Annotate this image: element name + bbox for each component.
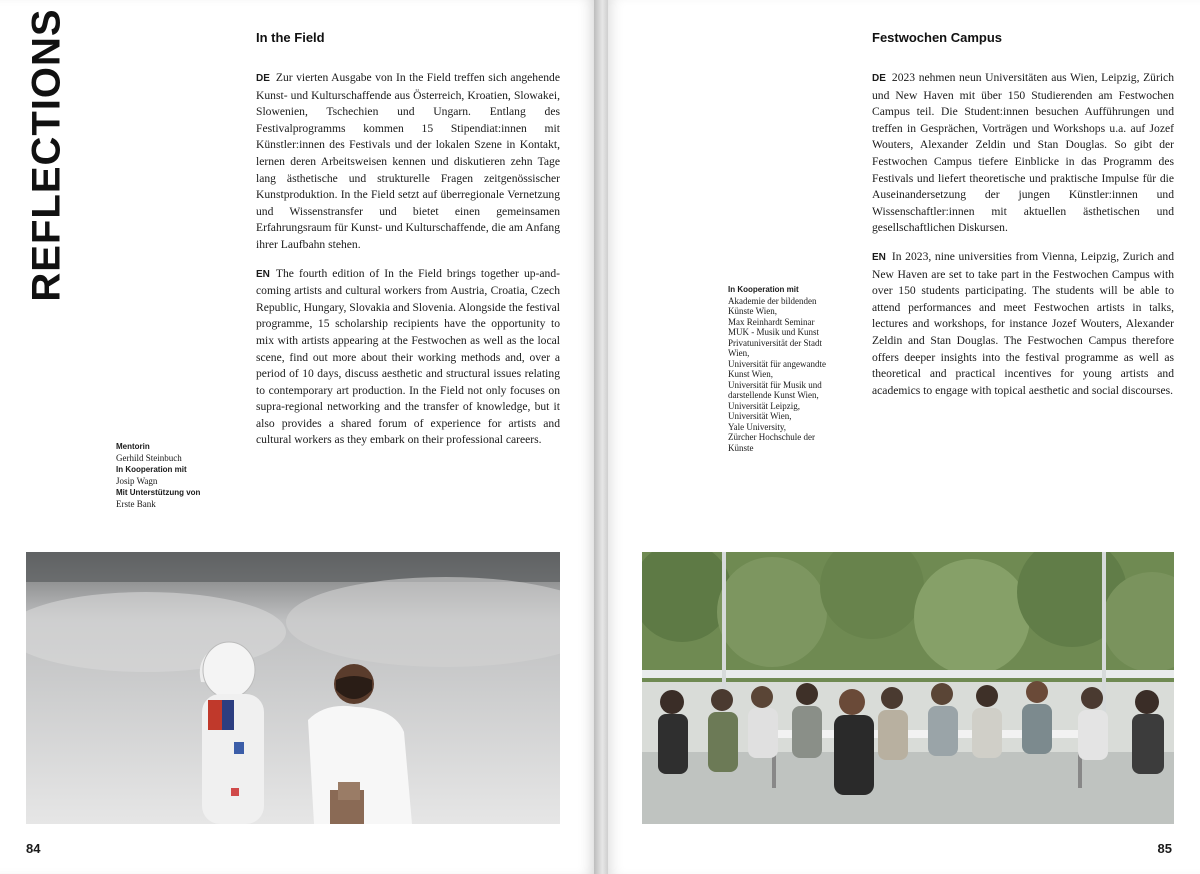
photo-astronaut-illustration	[26, 552, 560, 824]
photo-astronaut-scene	[26, 552, 560, 824]
credit-line: Universität für Musik und	[728, 379, 822, 390]
heading-in-the-field: In the Field	[256, 30, 325, 45]
credits-festwochen-campus: In Kooperation mit Akademie der bildenden Künste Wien, Max Reinhardt Seminar MUK - Musik und Kunst Privatuniversität der Stadt Wien, Universität für angewandte Kunst Wien, Universität für Musik und darstellende Kunst Wien, Universität Leipzig, Universität Wien, Yale University, Zürcher Hochschule der Künste	[728, 285, 846, 453]
campus-body	[872, 70, 1174, 411]
credit-line: Akademie der bildenden	[728, 295, 817, 306]
credit-line: Universität Wien,	[728, 411, 792, 421]
credit-line: Privatuniversität der Stadt	[728, 337, 822, 348]
credit-line: Zürcher Hochschule der	[728, 432, 815, 442]
page-number-left: 84	[26, 841, 41, 856]
paragraph-en: EN In 2023, nine universities from Vienna, Leipzig, Zurich and New Haven are set to take part in the Festwochen Campus with over 150 students participating. The students will be able to attend performances and meet Festwochen artists in talks, lectures and workshops, for instance Jozef Wouters, Alexander Zeldin and Stan Douglas. The Festwochen Campus therefore offers deeper insights into the festival programme as well as theoretical and practical incentives for young artists and academics to engage with topical aesthetic and social discourses.	[872, 249, 1174, 397]
credit-line: Künste Wien,	[728, 306, 777, 316]
photo-campus-illustration	[642, 552, 1174, 824]
right-page	[608, 0, 1200, 874]
credits-in-the-field: Mentorin Gerhild Steinbuch In Kooperation mit Josip Wagn Mit Unterstützung von Erste Bank	[116, 442, 201, 509]
in-the-field-body	[256, 70, 560, 461]
credit-line: Universität für angewandte	[728, 358, 826, 369]
paragraph-de: DE Zur vierten Ausgabe von In the Field treffen sich angehende Kunst- und Kulturschaffende aus Österreich, Kroatien, Slowakei, Slowenien, Tschechien und Ungarn. Entlang des Festivalprogramms kommen 15 Stipendiat:innen mit Künstler:innen des Festivals und der lokalen Szene in Kontakt, lernen deren Arbeitsweisen kennen und diskutieren zehn Tage lang ästhetische und strukturelle Fragen zeitgenössischer Kunstproduktion. In the Field setzt auf überregionale Vernetzung und Wissenstransfer und bietet einen gemeinsamen Erfahrungsraum für Kunst- und Kulturschaffende, die am Anfang ihrer Laufbahn stehen.	[256, 71, 560, 251]
credit-line: Wien,	[728, 348, 750, 358]
paragraph-de: DE 2023 nehmen neun Universitäten aus Wien, Leipzig, Zürich und New Haven mit über 150 Studierenden am Festwochen Campus teil. Die Student:innen besuchen Aufführungen und treffen in Gesprächen, Vorträgen und Workshops u.a. auf Jozef Wouters, Alexander Zeldin und Stan Douglas. So gibt der Festwochen Campus tiefere Einblicke in das Programm des Festivals und liefert theoretische und praktische Impulse für die Auseinandersetzung der jungen Künstler:innen und Wissenschaftler:innen mit aktuellen ästhetischen und gesellschaftlichen Diskursen.	[872, 71, 1174, 235]
credit-line: Kunst Wien,	[728, 369, 773, 379]
book-gutter	[594, 0, 608, 874]
credit-line: Yale University,	[728, 421, 786, 432]
page-number-right: 85	[1157, 841, 1172, 856]
credit-line: darstellende Kunst Wien,	[728, 390, 819, 400]
photo-campus-gathering	[642, 552, 1174, 824]
credit-line: MUK - Musik und Kunst	[728, 327, 820, 337]
vertical-section-title: REFLECTIONS	[24, 8, 69, 302]
left-page	[0, 0, 594, 874]
paragraph-en: EN The fourth edition of In the Field brings together up-and-coming artists and cultural workers from Austria, Croatia, Czech Republic, Hungary, Slovakia and Slovenia. Alongside the festival programme, 15 scholarship recipients have the opportunity to mix with artists appearing at the Festwochen as well as the local scene, find out more about their working methods and, over a period of 10 days, discuss aesthetic and structural issues relating to contemporary art production. In the Field not only focuses on supra-regional networking and the transfer of knowledge, but it also provides a shared forum of experience for artists and cultural workers as they embark on their professional careers.	[256, 266, 560, 447]
credit-line: Künste	[728, 442, 754, 453]
credit-line: Universität Leipzig,	[728, 400, 800, 411]
credit-line: Max Reinhardt Seminar	[728, 316, 815, 327]
heading-festwochen-campus: Festwochen Campus	[872, 30, 1003, 45]
